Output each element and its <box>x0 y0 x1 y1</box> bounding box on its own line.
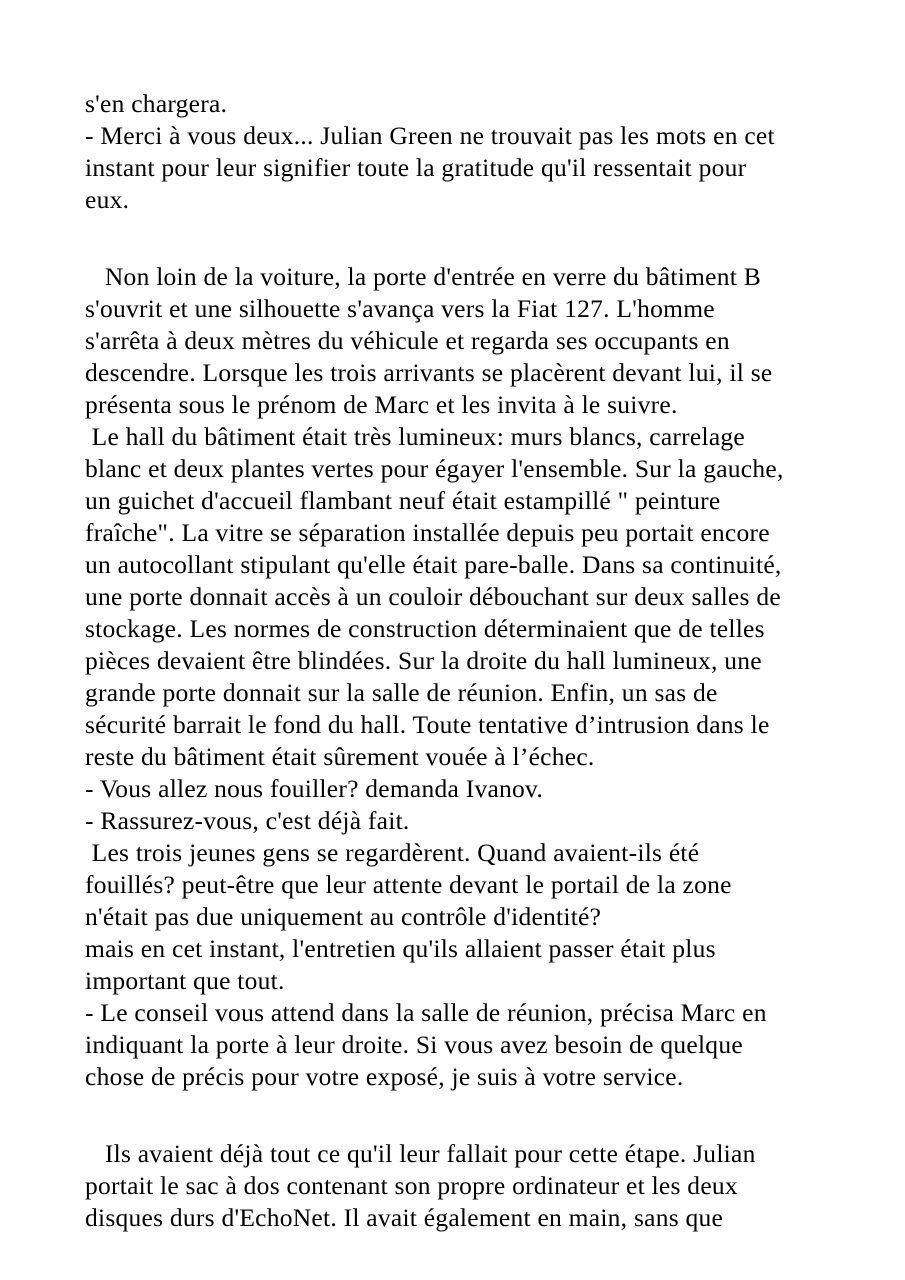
text-line: n'était pas due uniquement au contrôle d'identité? <box>85 902 602 931</box>
text-line: indiquant la porte à leur droite. Si vous avez besoin de quelque <box>85 1030 743 1059</box>
text-line: - Le conseil vous attend dans la salle de réunion, précisa Marc en <box>85 998 767 1027</box>
text-line: Les trois jeunes gens se regardèrent. Quand avaient-ils été <box>85 838 700 867</box>
text-line: s'en chargera. <box>85 89 228 118</box>
paragraph-spacer <box>85 216 845 261</box>
text-line: Le hall du bâtiment était très lumineux: murs blancs, carrelage <box>85 422 745 451</box>
text-line: eux. <box>85 185 130 214</box>
text-line: une porte donnait accès à un couloir débouchant sur deux salles de <box>85 582 781 611</box>
text-line: blanc et deux plantes vertes pour égayer l'ensemble. Sur la gauche, <box>85 454 784 483</box>
text-line: Non loin de la voiture, la porte d'entrée en verre du bâtiment B <box>85 262 761 291</box>
text-line: présenta sous le prénom de Marc et les invita à le suivre. <box>85 390 678 419</box>
text-line: fouillés? peut-être que leur attente devant le portail de la zone <box>85 870 732 899</box>
text-line: un autocollant stipulant qu'elle était pare-balle. Dans sa continuité, <box>85 550 782 579</box>
text-line: s'arrêta à deux mètres du véhicule et regarda ses occupants en <box>85 326 730 355</box>
text-line: mais en cet instant, l'entretien qu'ils allaient passer était plus <box>85 934 716 963</box>
text-line: - Rassurez-vous, c'est déjà fait. <box>85 806 410 835</box>
paragraph-spacer <box>85 1093 845 1138</box>
text-line: - Merci à vous deux... Julian Green ne trouvait pas les mots en cet <box>85 121 775 150</box>
text-line: sécurité barrait le fond du hall. Toute tentative d’intrusion dans le <box>85 710 770 739</box>
text-line: fraîche". La vitre se séparation installée depuis peu portait encore <box>85 518 770 547</box>
text-line: descendre. Lorsque les trois arrivants se placèrent devant lui, il se <box>85 358 773 387</box>
text-line: instant pour leur signifier toute la gratitude qu'il ressentait pour <box>85 153 747 182</box>
text-line: disques durs d'EchoNet. Il avait également en main, sans que <box>85 1203 724 1232</box>
text-line: pièces devaient être blindées. Sur la droite du hall lumineux, une <box>85 646 762 675</box>
paragraph-sen-chargera <box>85 88 845 216</box>
document-text-body <box>85 88 845 1234</box>
text-line: un guichet d'accueil flambant neuf était estampillé " peinture <box>85 486 721 515</box>
text-line: chose de précis pour votre exposé, je suis à votre service. <box>85 1062 684 1091</box>
text-line: reste du bâtiment était sûrement vouée à l’échec. <box>85 742 595 771</box>
text-line: s'ouvrit et une silhouette s'avança vers la Fiat 127. L'homme <box>85 294 715 323</box>
text-line: portait le sac à dos contenant son propre ordinateur et les deux <box>85 1171 738 1200</box>
paragraph-le-hall-du-batiment <box>85 421 845 1093</box>
text-line: important que tout. <box>85 966 285 995</box>
text-line: stockage. Les normes de construction déterminaient que de telles <box>85 614 765 643</box>
paragraph-ils-avaient-deja-tout <box>85 1138 845 1234</box>
text-line: - Vous allez nous fouiller? demanda Ivanov. <box>85 774 544 803</box>
text-line: grande porte donnait sur la salle de réunion. Enfin, un sas de <box>85 678 718 707</box>
paragraph-non-loin-de-la-voiture <box>85 261 845 421</box>
text-line: Ils avaient déjà tout ce qu'il leur fallait pour cette étape. Julian <box>85 1139 756 1168</box>
